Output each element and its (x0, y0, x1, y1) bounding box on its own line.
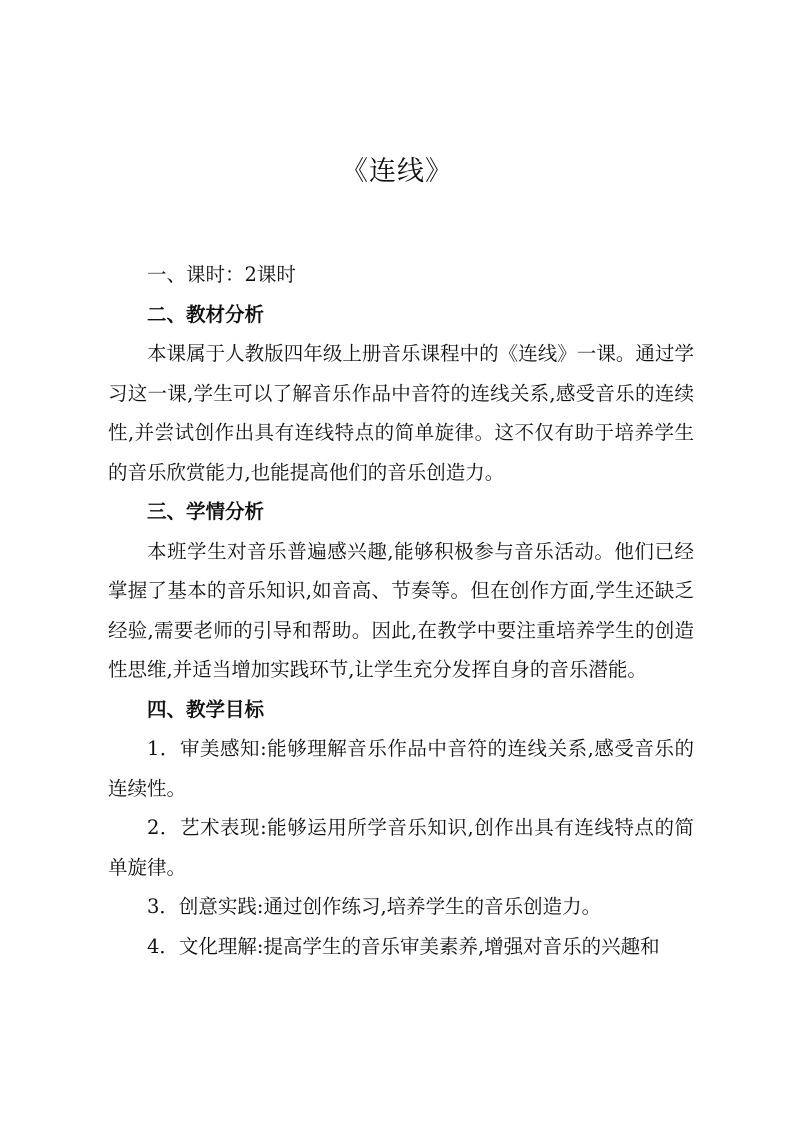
material-analysis-paragraph: 本课属于人教版四年级上册音乐课程中的《连线》一课。通过学习这一课,学生可以了解音乐作品中音符的连线关系,感受音乐的连续性,并尝试创作出具有连线特点的简单旋律。这不仅有助于培养学生的音乐欣赏能力,也能提高他们的音乐创造力。 (108, 342, 694, 484)
goal-item-aesthetic-perception: 1．审美感知:能够理解音乐作品中音符的连线关系,感受音乐的连续性。 (108, 737, 694, 800)
student-analysis-paragraph: 本班学生对音乐普遍感兴趣,能够积极参与音乐活动。他们已经掌握了基本的音乐知识,如音高、节奏等。但在创作方面,学生还缺乏经验,需要老师的引导和帮助。因此,在教学中要注重培养学生的创造性思维,并适当增加实践环节,让学生充分发挥自身的音乐潜能。 (108, 539, 694, 681)
document-body (108, 255, 694, 966)
goal-item-cultural-understanding: 4．文化理解:提高学生的音乐审美素养,增强对音乐的兴趣和 (147, 934, 660, 958)
goal-item-creative-practice: 3．创意实践:通过创作练习,培养学生的音乐创造力。 (147, 895, 602, 918)
section-heading-student-analysis: 三、学情分析 (147, 500, 265, 523)
document-title: 《连线》 (341, 156, 453, 187)
lesson-hours: 一、课时：2课时 (147, 263, 296, 286)
section-heading-teaching-goals: 四、教学目标 (147, 697, 265, 721)
section-heading-material-analysis: 二、教材分析 (147, 302, 265, 326)
goal-item-artistic-expression: 2．艺术表现:能够运用所学音乐知识,创作出具有连线特点的简单旋律。 (108, 816, 694, 879)
